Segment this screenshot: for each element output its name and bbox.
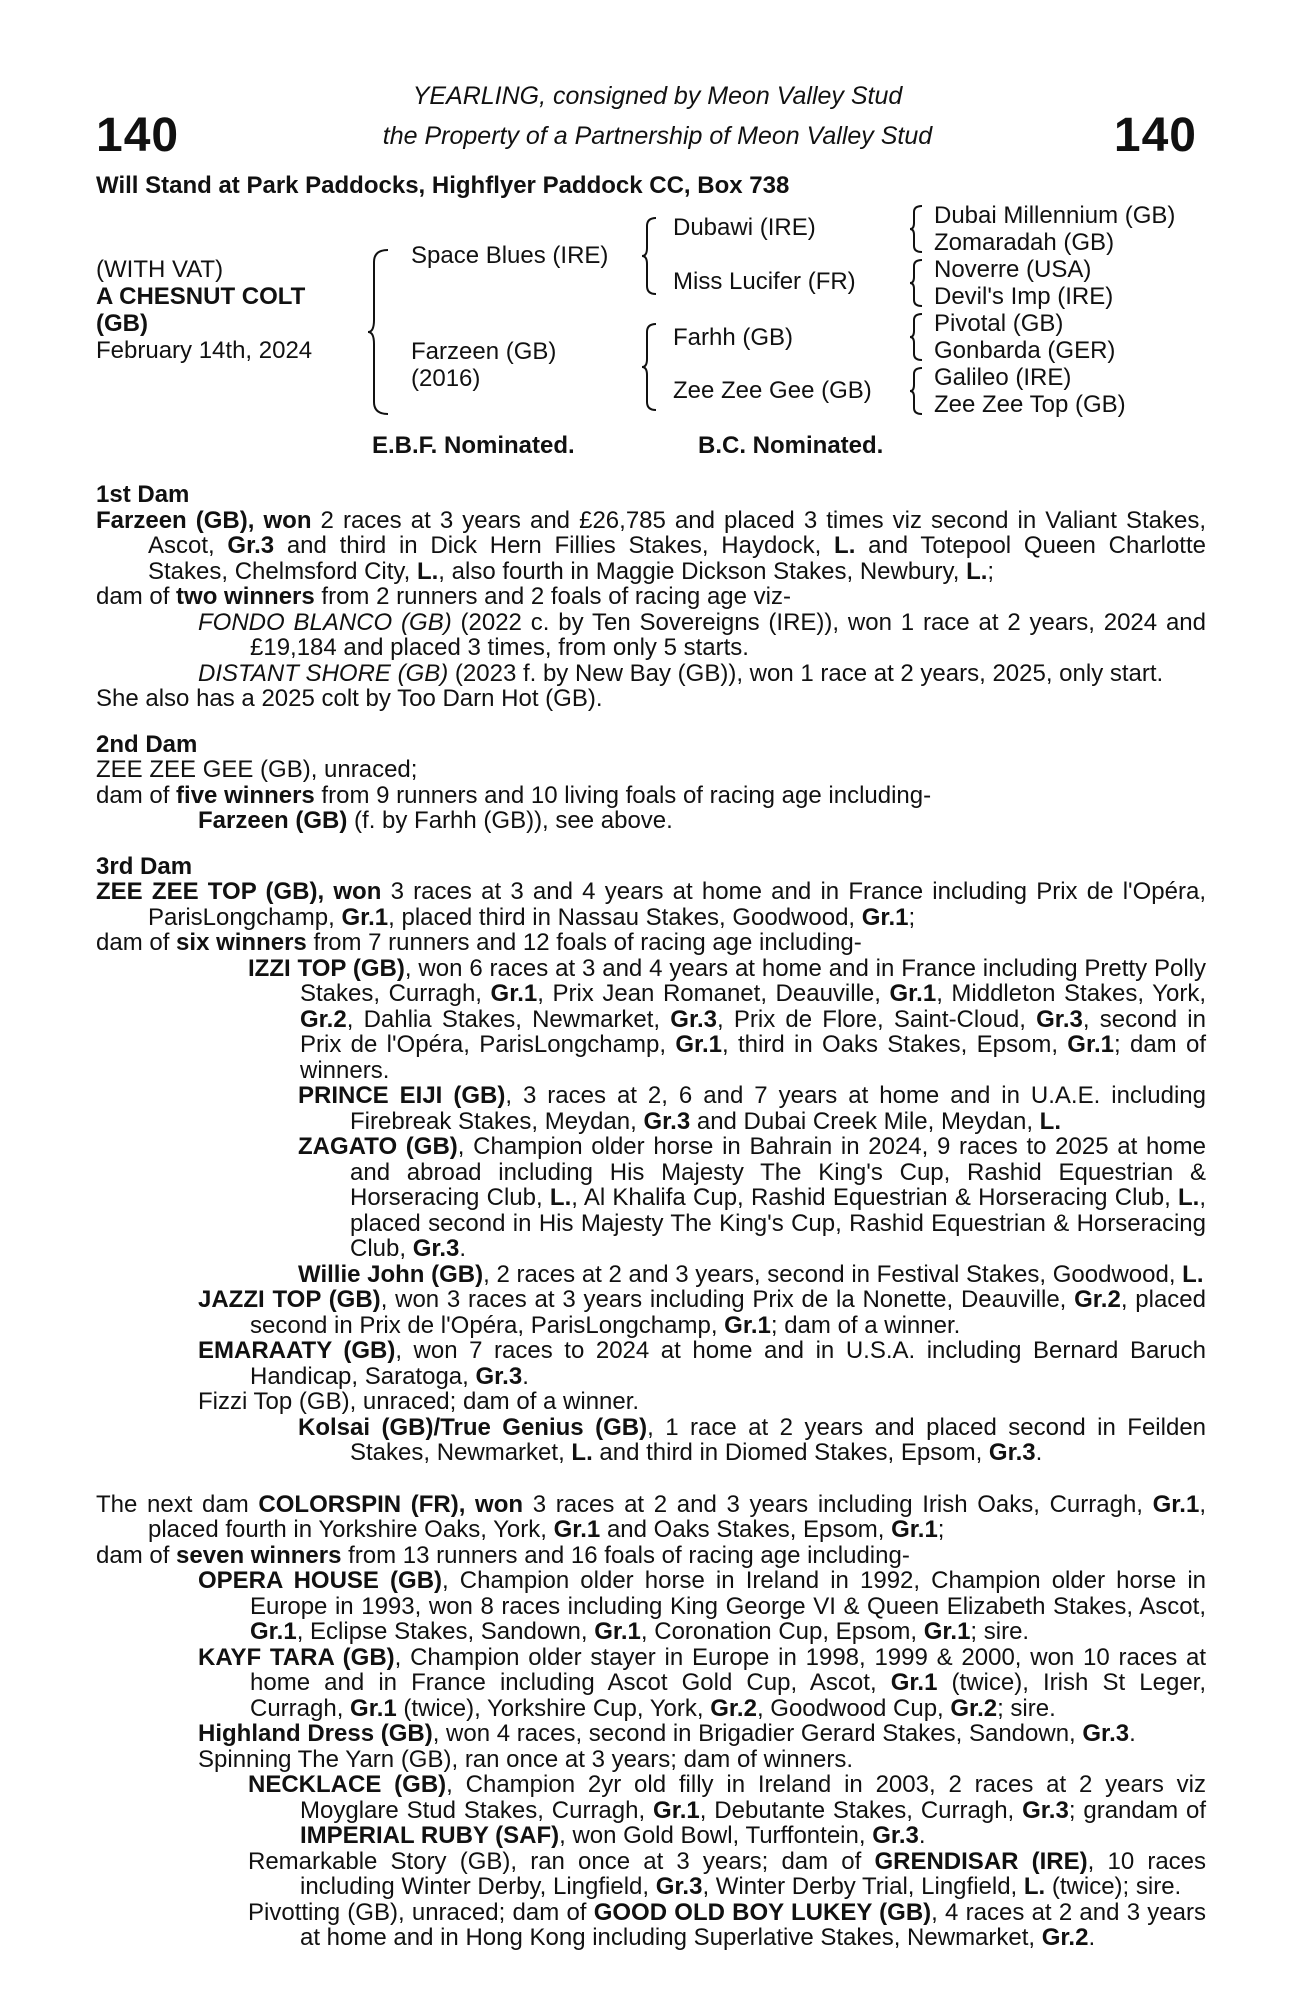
produce-prince-eiji: PRINCE EIJI (GB), 3 races at 2, 6 and 7 years at home and in U.A.E. including Firebreak Stakes, Meydan, Gr.3 and Dubai Creek Mile, Meydan, L. bbox=[298, 1082, 1206, 1135]
ancestor-5: Pivotal (GB) bbox=[934, 310, 1064, 337]
produce-kayf-tara: KAYF TARA (GB), Champion older stayer in Europe in 1998, 1999 & 2000, won 10 races at home and in France including Ascot Gold Cup, Ascot, Gr.1 (twice), Irish St Leger, Curragh, Gr.1 (twice), Yorkshire Cup, York, Gr.2, Goodwood Cup, Gr.2; sire. bbox=[198, 1643, 1207, 1722]
sire: Space Blues (IRE) bbox=[411, 242, 609, 269]
horse-name: A CHESNUT COLT bbox=[96, 283, 306, 310]
produce-fondo-blanco: FONDO BLANCO (GB) (2022 c. by Ten Sovereigns (IRE)), won 1 race at 2 years, 2024 and £19,184 and placed 3 times, from only 5 starts. bbox=[198, 608, 1206, 661]
produce-necklace: NECKLACE (GB), Champion 2yr old filly in Ireland in 2003, 2 races at 2 years viz Moyglare Stud Stakes, Curragh, Gr.1, Debutante Stakes, Curragh, Gr.3; grandam of IMPERIAL RUBY (SAF), won Gold Bowl, Turffontein, Gr.3. bbox=[248, 1771, 1206, 1849]
second-dam-produce-summary: dam of five winners from 9 runners and 10 living foals of racing age including- bbox=[96, 781, 932, 809]
sire-sire: Dubawi (IRE) bbox=[673, 214, 816, 241]
brace-generation-1 bbox=[366, 248, 392, 416]
horse-origin: (GB) bbox=[96, 310, 148, 337]
ancestor-8: Zee Zee Top (GB) bbox=[934, 391, 1126, 418]
produce-spinning-the-yarn: Spinning The Yarn (GB), ran once at 3 years; dam of winners. bbox=[198, 1745, 854, 1773]
consignor-line: YEARLING, consigned by Meon Valley Stud bbox=[412, 82, 903, 110]
first-dam-produce-summary: dam of two winners from 2 runners and 2 foals of racing age viz- bbox=[96, 583, 791, 610]
produce-jazzi-top: JAZZI TOP (GB), won 3 races at 3 years including Prix de la Nonette, Deauville, Gr.2, placed second in Prix de l'Opéra, ParisLongchamp, Gr.1; dam of a winner. bbox=[198, 1286, 1206, 1339]
produce-distant-shore: DISTANT SHORE (GB) (2023 f. by New Bay (GB)), won 1 race at 2 years, 2025, only start. bbox=[198, 659, 1164, 687]
produce-kolsai: Kolsai (GB)/True Genius (GB), 1 race at 2 years and placed second in Feilden Stakes, Newmarket, L. and third in Diomed Stakes, Epsom, Gr.3. bbox=[298, 1413, 1207, 1466]
dam-year: (2016) bbox=[411, 365, 481, 392]
next-dam-record: The next dam COLORSPIN (FR), won 3 races at 2 and 3 years including Irish Oaks, Curragh, Gr.1, placed fourth in Yorkshire Oaks, York, Gr.1 and Oaks Stakes, Epsom, Gr.1; bbox=[96, 1490, 1206, 1543]
ancestor-7: Galileo (IRE) bbox=[934, 364, 1072, 391]
vat-note: (WITH VAT) bbox=[96, 256, 224, 283]
brace-g3-b bbox=[908, 258, 926, 308]
dam-sire: Farhh (GB) bbox=[673, 324, 794, 351]
brace-dam-line bbox=[640, 322, 660, 412]
produce-izzi-top: IZZI TOP (GB), won 6 races at 3 and 4 years at home and in France including Pretty Polly Stakes, Curragh, Gr.1, Prix Jean Romanet, Deauville, Gr.1, Middleton Stakes, York, Gr.2, Dahlia Stakes, Newmarket, Gr.3, Prix de Flore, Saint-Cloud, Gr.3, second in Prix de l'Opéra, ParisLongchamp, Gr.1, third in Oaks Stakes, Epsom, Gr.1; dam of winners. bbox=[248, 954, 1207, 1084]
ancestor-6: Gonbarda (GER) bbox=[934, 337, 1116, 364]
produce-highland-dress: Highland Dress (GB), won 4 races, second in Brigadier Gerard Stakes, Sandown, Gr.3. bbox=[198, 1720, 1136, 1747]
produce-fizzi-top: Fizzi Top (GB), unraced; dam of a winner. bbox=[198, 1388, 640, 1415]
bc-nomination: B.C. Nominated. bbox=[698, 432, 884, 459]
section-spacer bbox=[96, 1466, 1206, 1492]
brace-sire-line bbox=[640, 216, 660, 296]
produce-zagato: ZAGATO (GB), Champion older horse in Bahrain in 2024, 9 races to 2025 at home and abroad including His Majesty The King's Cup, Rashid Equestrian & Horseracing Club, L., Al Khalifa Cup, Rashid Equestrian & Horseracing Club, L., placed second in His Majesty The King's Cup, Rashid Equestrian & Horseracing Club, Gr.3. bbox=[298, 1133, 1207, 1262]
third-dam-produce-summary: dam of six winners from 7 runners and 12 foals of racing age including- bbox=[96, 929, 862, 956]
ancestor-2: Zomaradah (GB) bbox=[934, 229, 1115, 256]
third-dam-record: ZEE ZEE TOP (GB), won 3 races at 3 and 4 years at home and in France including Prix de l'Opéra, ParisLongchamp, Gr.1, placed third in Nassau Stakes, Goodwood, Gr.1; bbox=[96, 878, 1206, 931]
dam: Farzeen (GB) bbox=[411, 338, 557, 365]
ebf-nomination: E.B.F. Nominated. bbox=[372, 432, 575, 459]
lot-number-left: 140 bbox=[96, 109, 180, 162]
first-dam-record: Farzeen (GB), won 2 races at 3 years and £26,785 and placed 3 times viz second in Valiant Stakes, Ascot, Gr.3 and third in Dick Hern Fillies Stakes, Haydock, L. and Totepool Queen Charlotte Stakes, Chelmsford City, L., also fourth in Maggie Dickson Stakes, Newbury, L.; bbox=[96, 506, 1206, 585]
next-dam-produce-summary: dam of seven winners from 13 runners and 16 foals of racing age including- bbox=[96, 1541, 910, 1569]
foaling-date: February 14th, 2024 bbox=[96, 337, 313, 364]
brace-g3-a bbox=[908, 204, 926, 254]
first-dam-heading: 1st Dam bbox=[96, 481, 190, 508]
produce-note: She also has a 2025 colt by Too Darn Hot (GB). bbox=[96, 685, 603, 712]
dam-dam: Zee Zee Gee (GB) bbox=[673, 377, 872, 404]
ancestor-3: Noverre (USA) bbox=[934, 256, 1092, 283]
produce-pivotting: Pivotting (GB), unraced; dam of GOOD OLD BOY LUKEY (GB), 4 races at 2 and 3 years at home and in Hong Kong including Superlative Stakes, Newmarket, Gr.2. bbox=[248, 1898, 1206, 1951]
produce-opera-house: OPERA HOUSE (GB), Champion older horse in Ireland in 1992, Champion older horse in Europe in 1993, won 8 races including King George VI & Queen Elizabeth Stakes, Ascot, Gr.1, Eclipse Stakes, Sandown, Gr.1, Coronation Cup, Epsom, Gr.1; sire. bbox=[198, 1567, 1206, 1645]
stand-location: Will Stand at Park Paddocks, Highflyer Paddock CC, Box 738 bbox=[96, 172, 790, 199]
property-line: the Property of a Partnership of Meon Valley Stud bbox=[382, 122, 933, 150]
produce-willie-john: Willie John (GB), 2 races at 2 and 3 years, second in Festival Stakes, Goodwood, L. bbox=[298, 1260, 1204, 1288]
produce-farzeen: Farzeen (GB) (f. by Farhh (GB)), see above. bbox=[198, 807, 673, 834]
lot-number-right: 140 bbox=[1113, 109, 1197, 162]
brace-g3-d bbox=[908, 366, 926, 416]
sire-dam: Miss Lucifer (FR) bbox=[673, 268, 856, 295]
ancestor-4: Devil's Imp (IRE) bbox=[934, 283, 1114, 310]
dam-name: Farzeen (GB), won bbox=[96, 506, 312, 534]
second-dam-record: ZEE ZEE GEE (GB), unraced; bbox=[96, 756, 418, 783]
produce-remarkable-story: Remarkable Story (GB), ran once at 3 years; dam of GRENDISAR (IRE), 10 races including Winter Derby, Lingfield, Gr.3, Winter Derby Trial, Lingfield, L. (twice); sire. bbox=[248, 1847, 1207, 1900]
brace-g3-c bbox=[908, 312, 926, 362]
produce-emaraaty: EMARAATY (GB), won 7 races to 2024 at home and in U.S.A. including Bernard Baruch Handicap, Saratoga, Gr.3. bbox=[198, 1337, 1206, 1390]
second-dam-heading: 2nd Dam bbox=[96, 730, 198, 758]
third-dam-heading: 3rd Dam bbox=[96, 852, 193, 880]
ancestor-1: Dubai Millennium (GB) bbox=[934, 202, 1176, 229]
catalogue-body bbox=[96, 482, 1206, 1951]
